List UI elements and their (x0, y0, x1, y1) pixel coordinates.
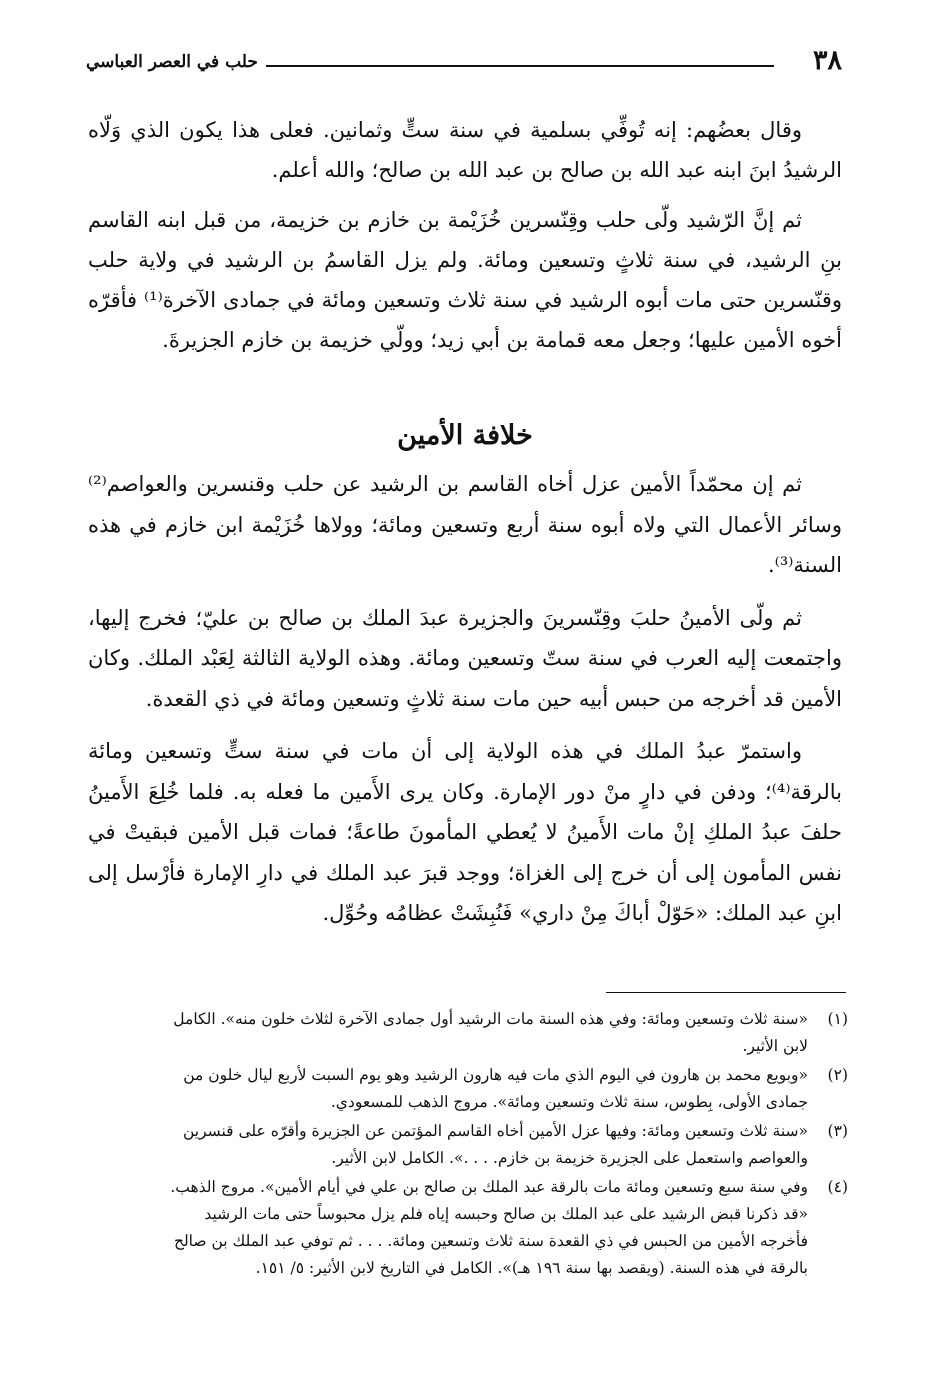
main-text-lower (88, 464, 842, 946)
main-text-upper (88, 110, 842, 372)
footnote (82, 1062, 848, 1116)
footnote (82, 1174, 848, 1282)
footnote (82, 1118, 848, 1172)
footnote-line: والعواصم واستعمل على الجزيرة خزيمة بن خازم. . . .». الكامل لابن الأثير. (331, 1149, 808, 1167)
paragraph: وقال بعضُهم: إنه تُوفِّي بسلمية في سنة ستٍّ وثمانين. فعلى هذا يكون الذي وَلّاه الرشيدُ ابنَ ابنه عبد الله بن صالح بن عبد الله بن صالح؛ والله أعلم. (88, 118, 842, 182)
running-title: حلب في العصر العباسي (86, 52, 258, 72)
footnote-line: بالرقة في هذه السنة. (ويقصد بها سنة ١٩٦ هـ)». الكامل في التاريخ لابن الأثير: ٥/ ١٥١. (255, 1259, 808, 1277)
footnote (82, 1006, 848, 1060)
footnotes (82, 1006, 848, 1284)
footnote-line: جمادى الأولى، بِطوس، سنة ثلاث وتسعين ومائة». مروج الذهب للمسعودي. (330, 1093, 808, 1111)
footnote-mark: (١) (827, 1010, 848, 1028)
header-rule (266, 65, 774, 67)
footnote-line: لابن الأثير. (742, 1037, 808, 1055)
footnote-mark: (٤) (827, 1178, 848, 1196)
paragraph: ثم ولّى الأمينُ حلبَ وقِنّسرينَ والجزيرة عبدَ الملك بن صالح بن عليّ؛ فخرج إليها، واجتمعت إليه العرب في سنة ستّ وتسعين ومائة. وهذه الولاية الثالثة لِعَبْد الملك. وكان الأمين قد أخرجه من حبس أبيه حين مات سنة ثلاثٍ وتسعين ومائة في ذي القعدة. (88, 605, 842, 711)
paragraph: ثم إنَّ الرّشيد ولّى حلب وقِنّسرين خُزَيْمة بن خازم بن خزيمة، من قبل ابنه القاسم بنِ الرشيد، في سنة ثلاثٍ وتسعين ومائة. ولم يزل القاسمُ بن الرشيد في ولاية حلب وقنّسرين حتى مات أبوه الرشيد في سنة ثلاث وتسعين ومائة في جمادى الآخرة⁽¹⁾ فأقرّه أخوه الأمين عليها؛ وجعل معه قمامة بن أبي زيد؛ وولّي خزيمة بن خازم الجزيرةَ. (88, 208, 842, 352)
section-heading: خلافة الأمين (397, 420, 533, 451)
footnote-mark: (٣) (827, 1122, 848, 1140)
footnote-line: «وبويع محمد بن هارون في اليوم الذي مات فيه هارون الرشيد وهو يوم السبت لأربع ليال خلون من (183, 1066, 808, 1084)
page-number: ٣٨ (812, 45, 842, 76)
paragraph: ثم إن محمّداً الأمين عزل أخاه القاسم بن الرشيد عن حلب وقنسرين والعواصم⁽²⁾ وسائر الأعمال التي ولاه أبوه سنة أربع وتسعين ومائة؛ وولاها خُزَيْمة ابن خازم في هذه السنة⁽³⁾. (88, 472, 842, 577)
footnote-line: «سنة ثلاث وتسعين ومائة: وفي هذه السنة مات الرشيد أول جمادى الآخرة لثلاث خلون منه». الكامل (173, 1010, 808, 1028)
footnote-line: وفي سنة سبع وتسعين ومائة مات بالرقة عبد الملك بن صالح بن علي في أيام الأمين». مروج الذهب. (170, 1178, 808, 1196)
running-header (86, 44, 842, 78)
paragraph: واستمرّ عبدُ الملك في هذه الولاية إلى أن مات في سنة ستٍّ وتسعين ومائة بالرقة⁽⁴⁾؛ ودفن في دارٍ منْ دور الإمارة. وكان يرى الأَمين ما فعله به. فلما خُلِعَ الأَمينُ حلفَ عبدُ الملكِ إنْ مات الأَمينُ لا يُعطي المأمونَ طاعةً؛ فمات قبل الأمين فبقيتْ في نفس المأمون إلى أن خرج إلى الغزاة؛ ووجد قبرَ عبد الملك في دارِ الإمارة فأرْسل إلى ابنِ عبد الملك: «حَوّلْ أباكَ مِنْ داري» فَنُبِشَتْ عظامُه وحُوِّل. (88, 739, 842, 925)
footnote-line: «سنة ثلاث وتسعين ومائة: وفيها عزل الأمين أخاه القاسم المؤتمن عن الجزيرة وأقرّه على قنسرين (182, 1122, 808, 1140)
footnote-line: فأخرجه الأمين من الحبس في ذي القعدة سنة ثلاث وتسعين ومائة. . . . ثم توفي عبد الملك بن صالح (173, 1232, 808, 1250)
footnote-line: «قد ذكرنا قبض الرشيد على عبد الملك بن صالح وحبسه إياه فلم يزل محبوساً حتى مات الرشيد (204, 1205, 808, 1223)
footnote-separator (606, 992, 846, 993)
footnote-mark: (٢) (827, 1066, 848, 1084)
